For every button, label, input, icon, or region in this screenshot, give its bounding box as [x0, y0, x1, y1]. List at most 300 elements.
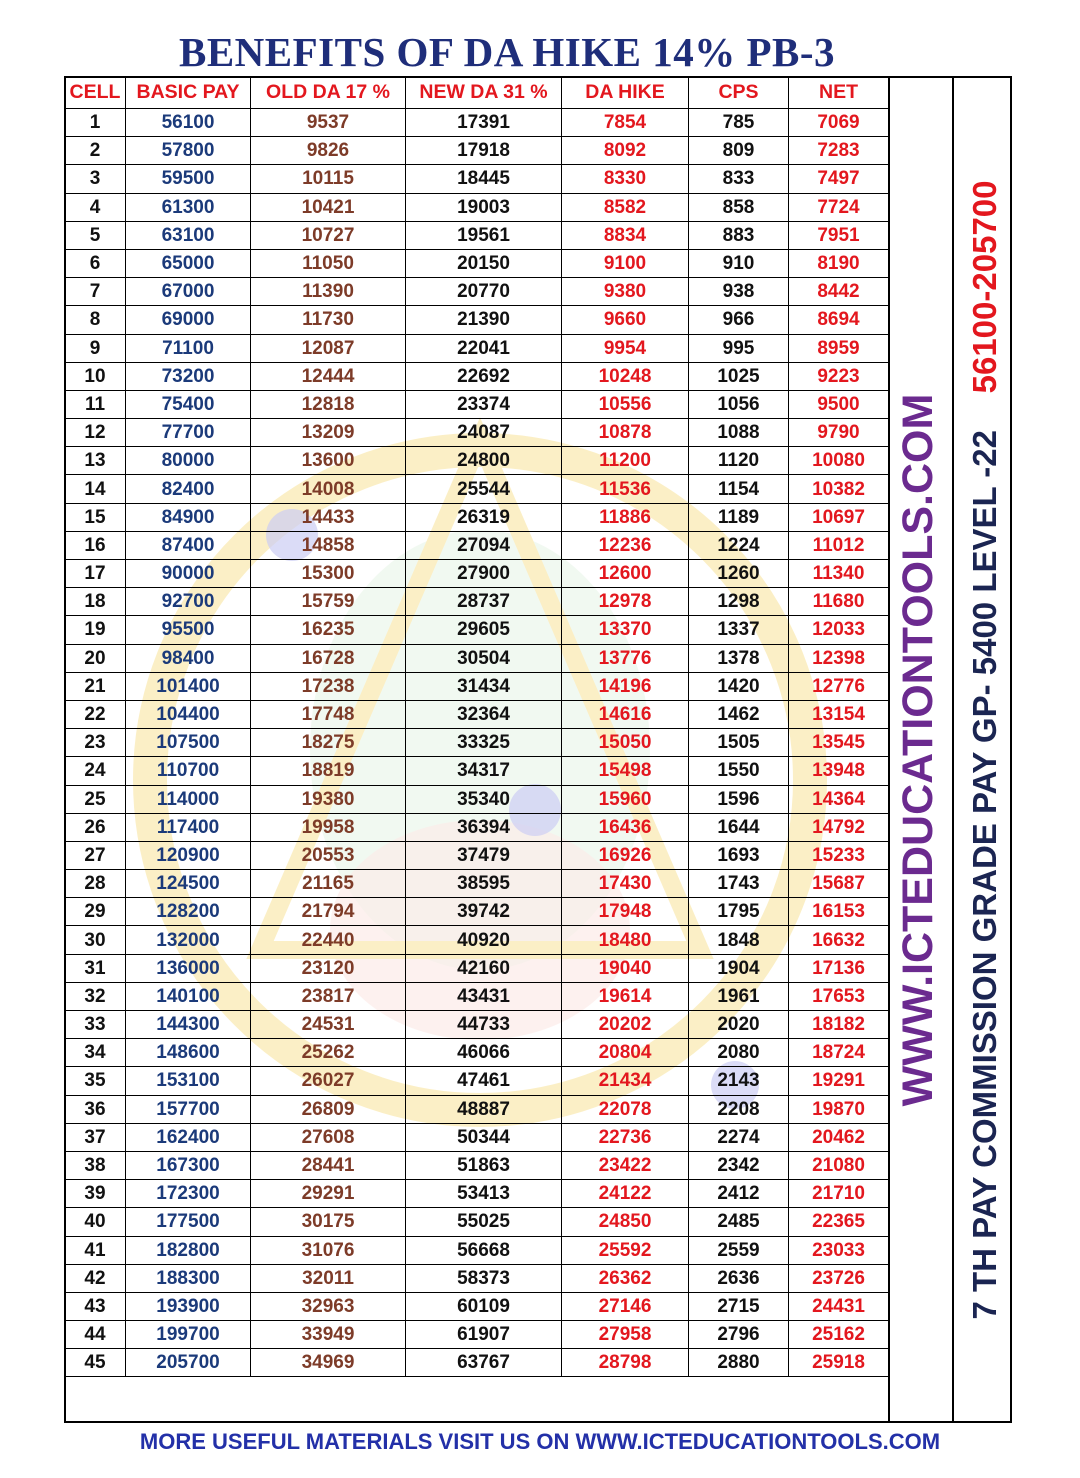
da-hike-value: 8330 — [562, 165, 689, 193]
net-value: 21080 — [789, 1151, 889, 1179]
old-da-value: 26809 — [251, 1095, 406, 1123]
old-da-value: 19380 — [251, 785, 406, 813]
table-row — [65, 249, 889, 277]
header-basic-pay: BASIC PAY — [126, 77, 251, 109]
table-row — [65, 390, 889, 418]
cell-number: 12 — [65, 419, 126, 447]
new-da-value: 24800 — [406, 447, 562, 475]
cps-value: 2636 — [689, 1264, 789, 1292]
da-hike-value: 26362 — [562, 1264, 689, 1292]
new-da-value: 38595 — [406, 870, 562, 898]
cps-value: 1088 — [689, 419, 789, 447]
net-value: 22365 — [789, 1208, 889, 1236]
da-hike-value: 9954 — [562, 334, 689, 362]
cps-value: 1298 — [689, 588, 789, 616]
new-da-value: 50344 — [406, 1123, 562, 1151]
table-row — [65, 475, 889, 503]
table-row — [65, 785, 889, 813]
new-da-value: 55025 — [406, 1208, 562, 1236]
da-hike-value: 27146 — [562, 1292, 689, 1320]
da-hike-value: 15960 — [562, 785, 689, 813]
table-row — [65, 503, 889, 531]
cell-number: 10 — [65, 362, 126, 390]
table-row — [65, 137, 889, 165]
basic-pay-value: 136000 — [126, 954, 251, 982]
new-da-value: 61907 — [406, 1321, 562, 1349]
cell-number: 45 — [65, 1349, 126, 1377]
net-value: 12398 — [789, 644, 889, 672]
table-row — [65, 165, 889, 193]
new-da-value: 60109 — [406, 1292, 562, 1320]
cps-value: 2796 — [689, 1321, 789, 1349]
net-value: 11012 — [789, 531, 889, 559]
table-row — [65, 1180, 889, 1208]
old-da-value: 31076 — [251, 1236, 406, 1264]
new-da-value: 23374 — [406, 390, 562, 418]
header-net: NET — [789, 77, 889, 109]
da-hike-value: 17430 — [562, 870, 689, 898]
cps-value: 1120 — [689, 447, 789, 475]
da-hike-value: 11886 — [562, 503, 689, 531]
da-hike-value: 20202 — [562, 1011, 689, 1039]
old-da-value: 22440 — [251, 926, 406, 954]
old-da-value: 14433 — [251, 503, 406, 531]
table-row — [65, 531, 889, 559]
net-value: 11680 — [789, 588, 889, 616]
footer-link-text[interactable]: MORE USEFUL MATERIALS VISIT US ON WWW.ICTEDUCATIONTOOLS.COM — [139, 1429, 941, 1454]
net-value: 25162 — [789, 1321, 889, 1349]
cell-number: 16 — [65, 531, 126, 559]
net-value: 10697 — [789, 503, 889, 531]
new-da-value: 48887 — [406, 1095, 562, 1123]
cps-value: 1743 — [689, 870, 789, 898]
table-row — [65, 560, 889, 588]
basic-pay-value: 65000 — [126, 249, 251, 277]
net-value: 12776 — [789, 672, 889, 700]
old-da-value: 15300 — [251, 560, 406, 588]
table-row — [65, 278, 889, 306]
header-new-da: NEW DA 31 % — [406, 77, 562, 109]
da-hike-value: 22736 — [562, 1123, 689, 1151]
side-column-divider — [952, 76, 954, 1423]
new-da-value: 27094 — [406, 531, 562, 559]
old-da-value: 20553 — [251, 841, 406, 869]
new-da-value: 46066 — [406, 1039, 562, 1067]
new-da-value: 33325 — [406, 729, 562, 757]
old-da-value: 29291 — [251, 1180, 406, 1208]
table-row — [65, 870, 889, 898]
table-row — [65, 954, 889, 982]
da-hike-value: 28798 — [562, 1349, 689, 1377]
new-da-value: 20150 — [406, 249, 562, 277]
old-da-value: 25262 — [251, 1039, 406, 1067]
basic-pay-value: 128200 — [126, 898, 251, 926]
basic-pay-value: 67000 — [126, 278, 251, 306]
cell-number: 36 — [65, 1095, 126, 1123]
da-hike-value: 10878 — [562, 419, 689, 447]
da-hike-value: 25592 — [562, 1236, 689, 1264]
basic-pay-value: 117400 — [126, 813, 251, 841]
new-da-value: 27900 — [406, 560, 562, 588]
new-da-value: 24087 — [406, 419, 562, 447]
old-da-value: 19958 — [251, 813, 406, 841]
basic-pay-value: 144300 — [126, 1011, 251, 1039]
da-hike-value: 19040 — [562, 954, 689, 982]
new-da-value: 22692 — [406, 362, 562, 390]
cell-number: 27 — [65, 841, 126, 869]
table-row — [65, 334, 889, 362]
net-value: 13545 — [789, 729, 889, 757]
old-da-value: 11050 — [251, 249, 406, 277]
cps-value: 995 — [689, 334, 789, 362]
basic-pay-value: 124500 — [126, 870, 251, 898]
net-value: 18182 — [789, 1011, 889, 1039]
table-row — [65, 1123, 889, 1151]
basic-pay-value: 199700 — [126, 1321, 251, 1349]
basic-pay-value: 114000 — [126, 785, 251, 813]
net-value: 10382 — [789, 475, 889, 503]
net-value: 7951 — [789, 221, 889, 249]
cps-value: 1904 — [689, 954, 789, 982]
net-value: 15233 — [789, 841, 889, 869]
net-value: 10080 — [789, 447, 889, 475]
new-da-value: 32364 — [406, 700, 562, 728]
cps-value: 1056 — [689, 390, 789, 418]
cell-number: 19 — [65, 616, 126, 644]
cell-number: 44 — [65, 1321, 126, 1349]
table-row — [65, 644, 889, 672]
cell-number: 9 — [65, 334, 126, 362]
old-da-value: 23817 — [251, 982, 406, 1010]
new-da-value: 40920 — [406, 926, 562, 954]
new-da-value: 28737 — [406, 588, 562, 616]
da-hike-value: 18480 — [562, 926, 689, 954]
da-hike-value: 9660 — [562, 306, 689, 334]
old-da-value: 17748 — [251, 700, 406, 728]
table-row — [65, 1236, 889, 1264]
basic-pay-value: 167300 — [126, 1151, 251, 1179]
new-da-value: 35340 — [406, 785, 562, 813]
old-da-value: 12818 — [251, 390, 406, 418]
net-value: 9790 — [789, 419, 889, 447]
da-hike-value: 13370 — [562, 616, 689, 644]
da-hike-value: 15498 — [562, 757, 689, 785]
net-value: 11340 — [789, 560, 889, 588]
net-value: 12033 — [789, 616, 889, 644]
cell-number: 11 — [65, 390, 126, 418]
old-da-value: 30175 — [251, 1208, 406, 1236]
pay-range-label: 56100-205700 — [966, 180, 1003, 394]
old-da-value: 12444 — [251, 362, 406, 390]
da-hike-value: 21434 — [562, 1067, 689, 1095]
net-value: 17136 — [789, 954, 889, 982]
old-da-value: 11390 — [251, 278, 406, 306]
old-da-value: 34969 — [251, 1349, 406, 1377]
net-value: 24431 — [789, 1292, 889, 1320]
new-da-value: 30504 — [406, 644, 562, 672]
cps-value: 858 — [689, 193, 789, 221]
basic-pay-value: 57800 — [126, 137, 251, 165]
cell-number: 34 — [65, 1039, 126, 1067]
cell-number: 35 — [65, 1067, 126, 1095]
cell-number: 31 — [65, 954, 126, 982]
da-hike-value: 8092 — [562, 137, 689, 165]
new-da-value: 36394 — [406, 813, 562, 841]
new-da-value: 47461 — [406, 1067, 562, 1095]
old-da-value: 14008 — [251, 475, 406, 503]
cps-value: 809 — [689, 137, 789, 165]
table-row — [65, 1349, 889, 1377]
basic-pay-value: 69000 — [126, 306, 251, 334]
cps-value: 1154 — [689, 475, 789, 503]
cps-value: 1596 — [689, 785, 789, 813]
basic-pay-value: 148600 — [126, 1039, 251, 1067]
cell-number: 14 — [65, 475, 126, 503]
da-hike-table — [64, 76, 889, 1377]
cps-value: 1644 — [689, 813, 789, 841]
table-row — [65, 1151, 889, 1179]
cps-value: 1795 — [689, 898, 789, 926]
new-da-value: 31434 — [406, 672, 562, 700]
cell-number: 29 — [65, 898, 126, 926]
cell-number: 1 — [65, 109, 126, 137]
basic-pay-value: 92700 — [126, 588, 251, 616]
new-da-value: 34317 — [406, 757, 562, 785]
cell-number: 28 — [65, 870, 126, 898]
net-value: 14792 — [789, 813, 889, 841]
net-value: 17653 — [789, 982, 889, 1010]
cps-value: 2143 — [689, 1067, 789, 1095]
old-da-value: 26027 — [251, 1067, 406, 1095]
basic-pay-value: 75400 — [126, 390, 251, 418]
new-da-value: 17391 — [406, 109, 562, 137]
cps-value: 1337 — [689, 616, 789, 644]
new-da-value: 22041 — [406, 334, 562, 362]
cell-number: 2 — [65, 137, 126, 165]
table-row — [65, 898, 889, 926]
net-value: 15687 — [789, 870, 889, 898]
cell-number: 13 — [65, 447, 126, 475]
net-value: 7497 — [789, 165, 889, 193]
new-da-value: 26319 — [406, 503, 562, 531]
da-hike-value: 20804 — [562, 1039, 689, 1067]
old-da-value: 16235 — [251, 616, 406, 644]
table-row — [65, 926, 889, 954]
cell-number: 17 — [65, 560, 126, 588]
old-da-value: 18275 — [251, 729, 406, 757]
da-hike-value: 15050 — [562, 729, 689, 757]
old-da-value: 10727 — [251, 221, 406, 249]
basic-pay-value: 87400 — [126, 531, 251, 559]
basic-pay-value: 193900 — [126, 1292, 251, 1320]
basic-pay-value: 205700 — [126, 1349, 251, 1377]
da-hike-value: 14196 — [562, 672, 689, 700]
cps-value: 2559 — [689, 1236, 789, 1264]
new-da-value: 37479 — [406, 841, 562, 869]
net-value: 16153 — [789, 898, 889, 926]
table-row — [65, 1067, 889, 1095]
net-value: 9500 — [789, 390, 889, 418]
net-value: 13948 — [789, 757, 889, 785]
basic-pay-value: 120900 — [126, 841, 251, 869]
basic-pay-value: 188300 — [126, 1264, 251, 1292]
cell-number: 7 — [65, 278, 126, 306]
cell-number: 8 — [65, 306, 126, 334]
da-hike-value: 10556 — [562, 390, 689, 418]
da-hike-value: 14616 — [562, 700, 689, 728]
cps-value: 2080 — [689, 1039, 789, 1067]
table-row — [65, 588, 889, 616]
new-da-value: 19561 — [406, 221, 562, 249]
table-row — [65, 109, 889, 137]
table-row — [65, 672, 889, 700]
table-row — [65, 729, 889, 757]
new-da-value: 51863 — [406, 1151, 562, 1179]
net-value: 13154 — [789, 700, 889, 728]
old-da-value: 28441 — [251, 1151, 406, 1179]
cell-number: 41 — [65, 1236, 126, 1264]
cps-value: 1025 — [689, 362, 789, 390]
basic-pay-value: 77700 — [126, 419, 251, 447]
cell-number: 25 — [65, 785, 126, 813]
cps-value: 1848 — [689, 926, 789, 954]
da-hike-value: 12236 — [562, 531, 689, 559]
cell-number: 43 — [65, 1292, 126, 1320]
cps-value: 1550 — [689, 757, 789, 785]
da-hike-value: 10248 — [562, 362, 689, 390]
basic-pay-value: 80000 — [126, 447, 251, 475]
cps-value: 1693 — [689, 841, 789, 869]
cps-value: 2880 — [689, 1349, 789, 1377]
old-da-value: 17238 — [251, 672, 406, 700]
da-hike-value: 9380 — [562, 278, 689, 306]
new-da-value: 58373 — [406, 1264, 562, 1292]
da-hike-value: 11536 — [562, 475, 689, 503]
net-value: 23033 — [789, 1236, 889, 1264]
old-da-value: 32963 — [251, 1292, 406, 1320]
net-value: 16632 — [789, 926, 889, 954]
header-da-hike: DA HIKE — [562, 77, 689, 109]
cps-value: 2342 — [689, 1151, 789, 1179]
cell-number: 40 — [65, 1208, 126, 1236]
basic-pay-value: 140100 — [126, 982, 251, 1010]
cps-value: 2274 — [689, 1123, 789, 1151]
basic-pay-value: 132000 — [126, 926, 251, 954]
old-da-value: 24531 — [251, 1011, 406, 1039]
cell-number: 3 — [65, 165, 126, 193]
da-hike-value: 8582 — [562, 193, 689, 221]
cell-number: 42 — [65, 1264, 126, 1292]
cps-value: 1961 — [689, 982, 789, 1010]
basic-pay-value: 104400 — [126, 700, 251, 728]
net-value: 21710 — [789, 1180, 889, 1208]
cps-value: 833 — [689, 165, 789, 193]
cell-number: 15 — [65, 503, 126, 531]
cps-value: 910 — [689, 249, 789, 277]
basic-pay-value: 98400 — [126, 644, 251, 672]
da-hike-value: 27958 — [562, 1321, 689, 1349]
new-da-value: 44733 — [406, 1011, 562, 1039]
net-value: 7724 — [789, 193, 889, 221]
cell-number: 37 — [65, 1123, 126, 1151]
cps-value: 966 — [689, 306, 789, 334]
page-title: BENEFITS OF DA HIKE 14% PB-3 — [178, 29, 836, 75]
table-row — [65, 1264, 889, 1292]
cell-number: 5 — [65, 221, 126, 249]
da-hike-value: 16926 — [562, 841, 689, 869]
new-da-value: 39742 — [406, 898, 562, 926]
cps-value: 2715 — [689, 1292, 789, 1320]
da-hike-value: 23422 — [562, 1151, 689, 1179]
basic-pay-value: 110700 — [126, 757, 251, 785]
cell-number: 6 — [65, 249, 126, 277]
da-hike-value: 11200 — [562, 447, 689, 475]
net-value: 19870 — [789, 1095, 889, 1123]
cps-value: 2485 — [689, 1208, 789, 1236]
old-da-value: 11730 — [251, 306, 406, 334]
da-hike-value: 12600 — [562, 560, 689, 588]
table-row — [65, 306, 889, 334]
net-value: 25918 — [789, 1349, 889, 1377]
da-hike-value: 8834 — [562, 221, 689, 249]
cell-number: 22 — [65, 700, 126, 728]
table-row — [65, 982, 889, 1010]
table-row — [65, 813, 889, 841]
basic-pay-value: 157700 — [126, 1095, 251, 1123]
old-da-value: 21165 — [251, 870, 406, 898]
net-value: 9223 — [789, 362, 889, 390]
basic-pay-value: 107500 — [126, 729, 251, 757]
new-da-value: 20770 — [406, 278, 562, 306]
basic-pay-value: 90000 — [126, 560, 251, 588]
table-row — [65, 419, 889, 447]
basic-pay-value: 56100 — [126, 109, 251, 137]
website-vertical-text: WWW.ICTEDUCATIONTOOLS.COM — [894, 393, 942, 1107]
da-hike-value: 19614 — [562, 982, 689, 1010]
net-value: 18724 — [789, 1039, 889, 1067]
old-da-value: 18819 — [251, 757, 406, 785]
cell-number: 33 — [65, 1011, 126, 1039]
net-value: 19291 — [789, 1067, 889, 1095]
basic-pay-value: 73200 — [126, 362, 251, 390]
basic-pay-value: 63100 — [126, 221, 251, 249]
old-da-value: 13600 — [251, 447, 406, 475]
cell-number: 26 — [65, 813, 126, 841]
table-row — [65, 362, 889, 390]
table-row — [65, 1321, 889, 1349]
old-da-value: 14858 — [251, 531, 406, 559]
basic-pay-value: 162400 — [126, 1123, 251, 1151]
basic-pay-value: 71100 — [126, 334, 251, 362]
old-da-value: 9537 — [251, 109, 406, 137]
new-da-value: 25544 — [406, 475, 562, 503]
new-da-value: 18445 — [406, 165, 562, 193]
da-hike-value: 16436 — [562, 813, 689, 841]
basic-pay-value: 182800 — [126, 1236, 251, 1264]
net-value: 8959 — [789, 334, 889, 362]
basic-pay-value: 59500 — [126, 165, 251, 193]
new-da-value: 43431 — [406, 982, 562, 1010]
cell-number: 32 — [65, 982, 126, 1010]
old-da-value: 10115 — [251, 165, 406, 193]
da-hike-value: 12978 — [562, 588, 689, 616]
cell-number: 4 — [65, 193, 126, 221]
basic-pay-value: 84900 — [126, 503, 251, 531]
table-row — [65, 1095, 889, 1123]
cell-number: 23 — [65, 729, 126, 757]
da-hike-value: 17948 — [562, 898, 689, 926]
old-da-value: 21794 — [251, 898, 406, 926]
